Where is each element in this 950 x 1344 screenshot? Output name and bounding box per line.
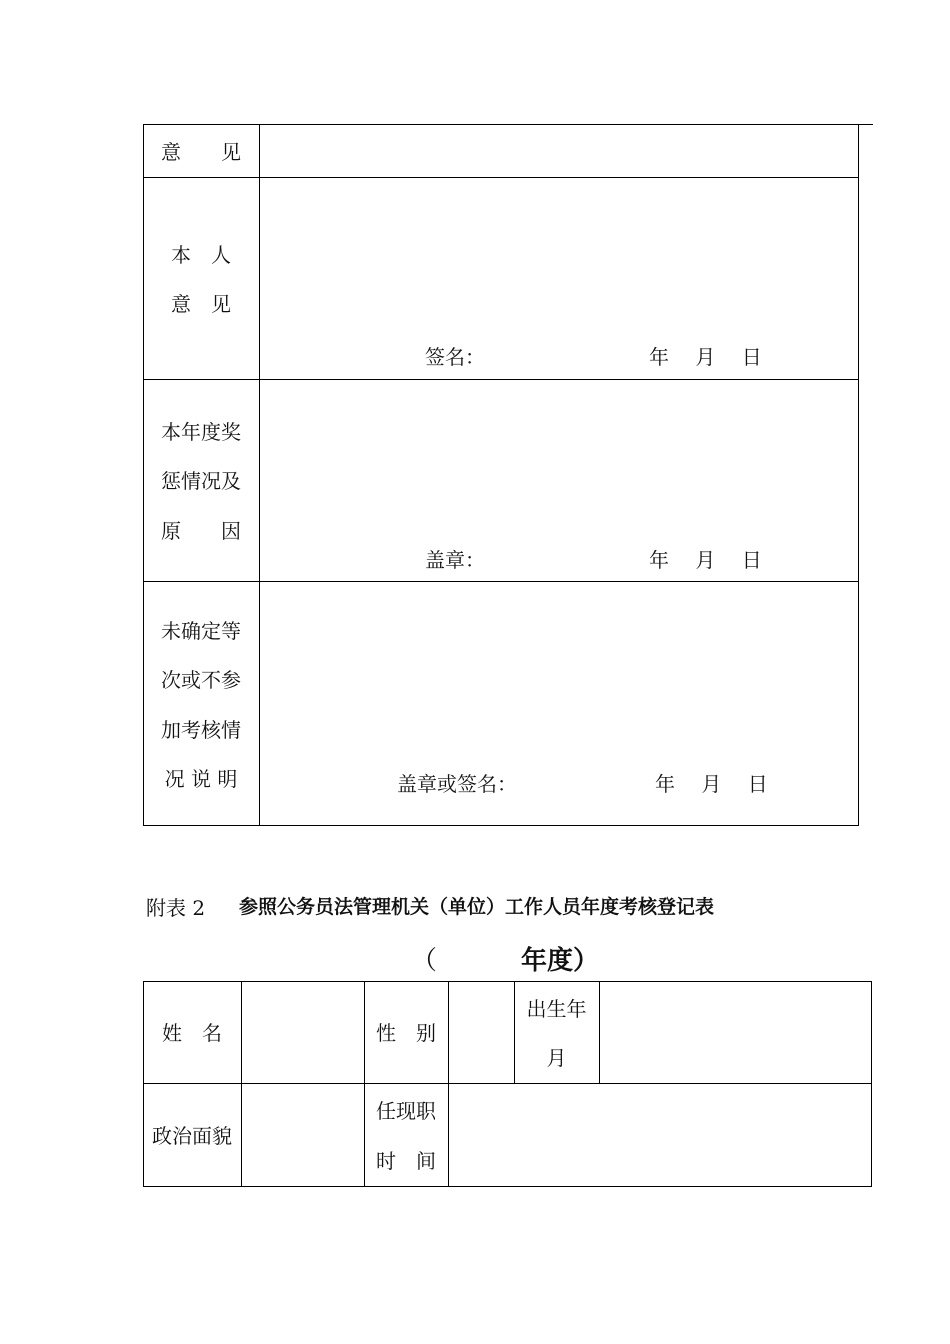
political-status-label: 政治面貌: [152, 1124, 232, 1148]
self-opinion-label-line2: 意 见: [171, 292, 231, 316]
seal-or-signature-date: 年 月 日: [655, 772, 768, 796]
opinion-field[interactable]: [260, 125, 858, 177]
tenure-label-line1: 任现职: [376, 1099, 436, 1123]
unrated-field[interactable]: [260, 582, 858, 762]
unrated-label-line1: 未确定等: [161, 619, 241, 643]
reward-field[interactable]: [260, 380, 858, 540]
tenure-label-line2: 时 间: [376, 1149, 436, 1173]
unrated-label-line2: 次或不参: [161, 668, 241, 692]
form-title: 参照公务员法管理机关（单位）工作人员年度考核登记表: [239, 896, 715, 918]
name-field[interactable]: [242, 982, 364, 1083]
reward-label-line3: 原 因: [161, 519, 241, 543]
seal-date: 年 月 日: [649, 548, 762, 572]
gender-field[interactable]: [449, 982, 514, 1083]
birth-date-label-line2: 月: [546, 1046, 567, 1070]
self-opinion-field[interactable]: [260, 178, 858, 338]
self-opinion-label-line1: 本 人: [171, 243, 231, 267]
unrated-label-line4: 况 说 明: [164, 767, 238, 791]
signature-date: 年 月 日: [649, 345, 762, 369]
opinion-label: 意 见: [161, 140, 241, 164]
year-label: 年度）: [521, 946, 600, 976]
reward-label-line1: 本年度奖: [161, 420, 241, 444]
appendix-number: 附表 2: [146, 896, 206, 920]
birth-date-label-line1: 出生年: [526, 997, 587, 1021]
gender-label: 性 别: [376, 1021, 436, 1045]
reward-label-line2: 惩情况及: [161, 469, 241, 493]
seal-label: 盖章：: [425, 548, 485, 572]
tenure-field[interactable]: [449, 1084, 871, 1186]
birth-date-field[interactable]: [600, 982, 871, 1083]
seal-or-signature-label: 盖章或签名：: [397, 772, 517, 796]
year-open-paren: （: [411, 946, 438, 976]
name-label: 姓 名: [162, 1021, 222, 1045]
political-status-field[interactable]: [242, 1084, 364, 1186]
signature-label: 签名：: [425, 345, 485, 369]
unrated-label-line3: 加考核情: [161, 718, 241, 742]
